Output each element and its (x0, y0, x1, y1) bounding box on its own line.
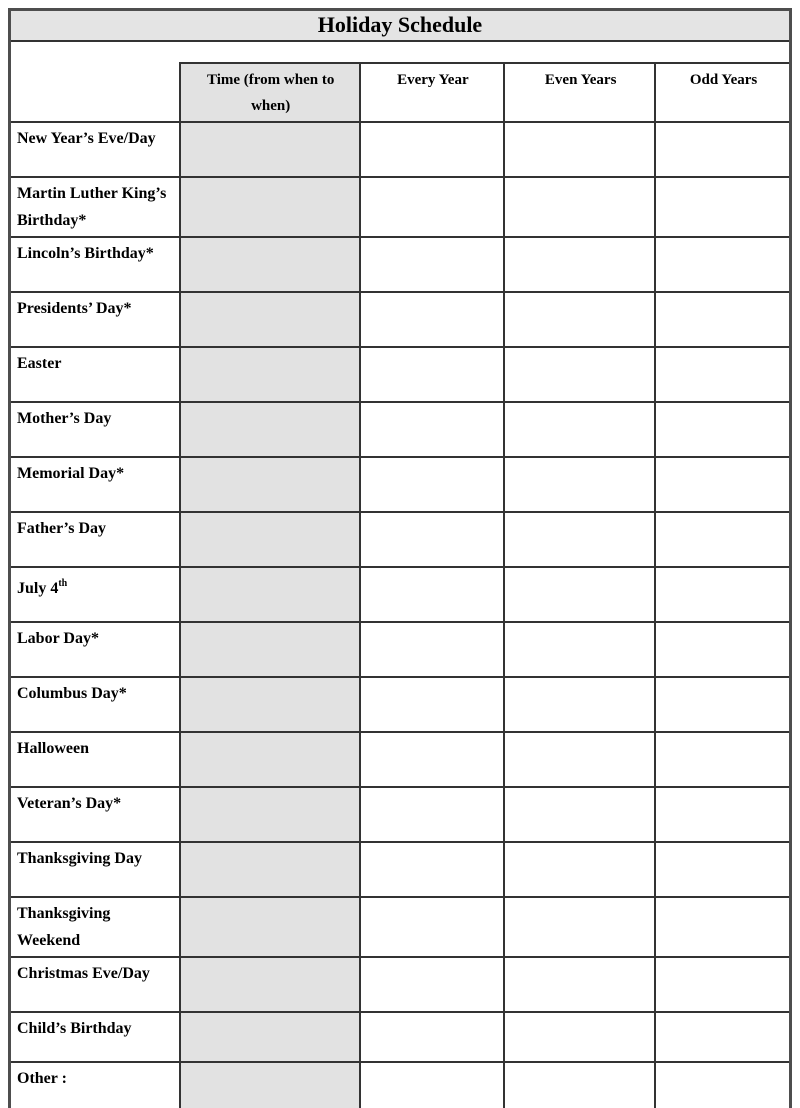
odd-years-cell[interactable] (655, 122, 789, 177)
even-years-cell[interactable] (504, 622, 655, 677)
odd-years-cell[interactable] (655, 177, 789, 237)
every-year-cell[interactable] (360, 457, 505, 512)
every-year-cell[interactable] (360, 897, 505, 957)
time-cell[interactable] (180, 1062, 360, 1108)
holiday-label: Columbus Day* (11, 677, 180, 732)
holiday-label: July 4th (11, 567, 180, 622)
time-cell[interactable] (180, 622, 360, 677)
odd-years-cell[interactable] (655, 512, 789, 567)
odd-years-cell[interactable] (655, 567, 789, 622)
odd-years-cell[interactable] (655, 622, 789, 677)
every-year-cell[interactable] (360, 512, 505, 567)
odd-years-cell[interactable] (655, 897, 789, 957)
every-year-cell[interactable] (360, 787, 505, 842)
table-row (11, 292, 789, 347)
holiday-label: Thanksgiving Weekend (11, 897, 180, 957)
time-cell[interactable] (180, 1012, 360, 1062)
time-cell[interactable] (180, 897, 360, 957)
odd-years-cell[interactable] (655, 1062, 789, 1108)
every-year-cell[interactable] (360, 237, 505, 292)
header-row (11, 63, 789, 122)
even-years-cell[interactable] (504, 122, 655, 177)
holiday-label: New Year’s Eve/Day (11, 122, 180, 177)
table-row (11, 677, 789, 732)
odd-years-cell[interactable] (655, 457, 789, 512)
every-year-cell[interactable] (360, 622, 505, 677)
holiday-label: Thanksgiving Day (11, 842, 180, 897)
even-years-cell[interactable] (504, 512, 655, 567)
every-year-cell[interactable] (360, 347, 505, 402)
header-time: Time (from when to when) (180, 63, 360, 122)
header-odd-years: Odd Years (655, 63, 789, 122)
table-row (11, 567, 789, 622)
every-year-cell[interactable] (360, 1062, 505, 1108)
even-years-cell[interactable] (504, 732, 655, 787)
time-cell[interactable] (180, 122, 360, 177)
table-row (11, 732, 789, 787)
every-year-cell[interactable] (360, 292, 505, 347)
table-row (11, 897, 789, 957)
even-years-cell[interactable] (504, 1012, 655, 1062)
holiday-label: Easter (11, 347, 180, 402)
even-years-cell[interactable] (504, 957, 655, 1012)
table-row (11, 1012, 789, 1062)
table-row (11, 457, 789, 512)
even-years-cell[interactable] (504, 897, 655, 957)
document-frame (8, 8, 792, 1108)
time-cell[interactable] (180, 347, 360, 402)
table-row (11, 512, 789, 567)
holiday-label: Halloween (11, 732, 180, 787)
table-row (11, 347, 789, 402)
holiday-label: Father’s Day (11, 512, 180, 567)
table-row (11, 787, 789, 842)
holiday-label: Labor Day* (11, 622, 180, 677)
header-even-years: Even Years (504, 63, 655, 122)
odd-years-cell[interactable] (655, 957, 789, 1012)
even-years-cell[interactable] (504, 457, 655, 512)
table-row (11, 957, 789, 1012)
holiday-label: Martin Luther King’s Birthday* (11, 177, 180, 237)
time-cell[interactable] (180, 732, 360, 787)
every-year-cell[interactable] (360, 177, 505, 237)
odd-years-cell[interactable] (655, 842, 789, 897)
even-years-cell[interactable] (504, 237, 655, 292)
odd-years-cell[interactable] (655, 237, 789, 292)
holiday-label: Christmas Eve/Day (11, 957, 180, 1012)
holiday-label: Child’s Birthday (11, 1012, 180, 1062)
table-row (11, 237, 789, 292)
time-cell[interactable] (180, 677, 360, 732)
every-year-cell[interactable] (360, 402, 505, 457)
holiday-label: Mother’s Day (11, 402, 180, 457)
table-row (11, 842, 789, 897)
holiday-label: Memorial Day* (11, 457, 180, 512)
table-row (11, 122, 789, 177)
every-year-cell[interactable] (360, 122, 505, 177)
odd-years-cell[interactable] (655, 402, 789, 457)
holiday-label: Lincoln’s Birthday* (11, 237, 180, 292)
time-cell[interactable] (180, 177, 360, 237)
header-every-year: Every Year (360, 63, 505, 122)
even-years-cell[interactable] (504, 677, 655, 732)
time-cell[interactable] (180, 842, 360, 897)
every-year-cell[interactable] (360, 567, 505, 622)
time-cell[interactable] (180, 457, 360, 512)
even-years-cell[interactable] (504, 402, 655, 457)
even-years-cell[interactable] (504, 347, 655, 402)
even-years-cell[interactable] (504, 842, 655, 897)
table-row (11, 177, 789, 237)
odd-years-cell[interactable] (655, 292, 789, 347)
table-row (11, 622, 789, 677)
odd-years-cell[interactable] (655, 787, 789, 842)
holiday-table (11, 62, 789, 1108)
every-year-cell[interactable] (360, 677, 505, 732)
every-year-cell[interactable] (360, 732, 505, 787)
odd-years-cell[interactable] (655, 1012, 789, 1062)
time-cell[interactable] (180, 787, 360, 842)
time-cell[interactable] (180, 512, 360, 567)
even-years-cell[interactable] (504, 292, 655, 347)
odd-years-cell[interactable] (655, 732, 789, 787)
every-year-cell[interactable] (360, 842, 505, 897)
table-row (11, 402, 789, 457)
even-years-cell[interactable] (504, 787, 655, 842)
title-table-gap (11, 42, 789, 62)
time-cell[interactable] (180, 237, 360, 292)
even-years-cell[interactable] (504, 177, 655, 237)
even-years-cell[interactable] (504, 567, 655, 622)
time-cell[interactable] (180, 402, 360, 457)
holiday-label: Other : (11, 1062, 180, 1108)
time-cell[interactable] (180, 567, 360, 622)
every-year-cell[interactable] (360, 957, 505, 1012)
page-title: Holiday Schedule (11, 11, 789, 42)
every-year-cell[interactable] (360, 1012, 505, 1062)
superscript-th: th (58, 578, 68, 589)
odd-years-cell[interactable] (655, 347, 789, 402)
even-years-cell[interactable] (504, 1062, 655, 1108)
odd-years-cell[interactable] (655, 677, 789, 732)
time-cell[interactable] (180, 292, 360, 347)
holiday-label: Veteran’s Day* (11, 787, 180, 842)
header-blank-cell (11, 63, 180, 122)
table-row (11, 1062, 789, 1108)
holiday-label: Presidents’ Day* (11, 292, 180, 347)
time-cell[interactable] (180, 957, 360, 1012)
